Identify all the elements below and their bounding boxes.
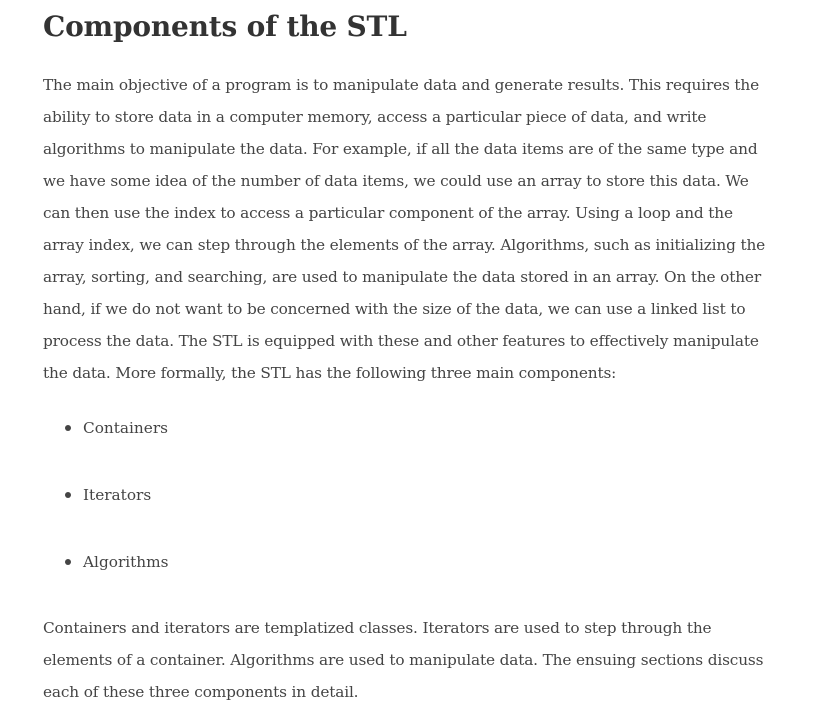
bullet-icon	[65, 559, 71, 565]
intro-line: array, sorting, and searching, are used to manipulate the data stored in an array. On the other	[43, 268, 761, 286]
list-item-containers	[43, 411, 773, 445]
article	[43, 0, 773, 708]
intro-line: can then use the index to access a particular component of the array. Using a loop and the	[43, 204, 733, 222]
intro-paragraph	[43, 69, 773, 389]
intro-line: we have some idea of the number of data items, we could use an array to store this data. We	[43, 172, 749, 190]
list-item-label: Algorithms	[83, 553, 169, 571]
bullet-icon	[65, 425, 71, 431]
outro-line: elements of a container. Algorithms are used to manipulate data. The ensuing sections discuss	[43, 651, 764, 669]
intro-line: ability to store data in a computer memory, access a particular piece of data, and write	[43, 108, 707, 126]
intro-line: the data. More formally, the STL has the following three main components:	[43, 364, 617, 382]
components-list	[43, 411, 773, 579]
list-item-algorithms	[43, 545, 773, 579]
outro-paragraph	[43, 612, 773, 708]
list-item-label: Iterators	[83, 486, 152, 504]
intro-line: array index, we can step through the elements of the array. Algorithms, such as initializing the	[43, 236, 766, 254]
intro-line: algorithms to manipulate the data. For example, if all the data items are of the same type and	[43, 140, 758, 158]
intro-line: hand, if we do not want to be concerned with the size of the data, we can use a linked list to	[43, 300, 746, 318]
page-title: Components of the STL	[43, 10, 407, 43]
outro-line: Containers and iterators are templatized classes. Iterators are used to step through the	[43, 619, 712, 637]
intro-line: process the data. The STL is equipped with these and other features to effectively manipulate	[43, 332, 759, 350]
outro-line: each of these three components in detail.	[43, 683, 359, 701]
list-item-label: Containers	[83, 419, 168, 437]
list-item-iterators	[43, 478, 773, 512]
intro-line: The main objective of a program is to manipulate data and generate results. This requires the	[43, 76, 760, 94]
bullet-icon	[65, 492, 71, 498]
